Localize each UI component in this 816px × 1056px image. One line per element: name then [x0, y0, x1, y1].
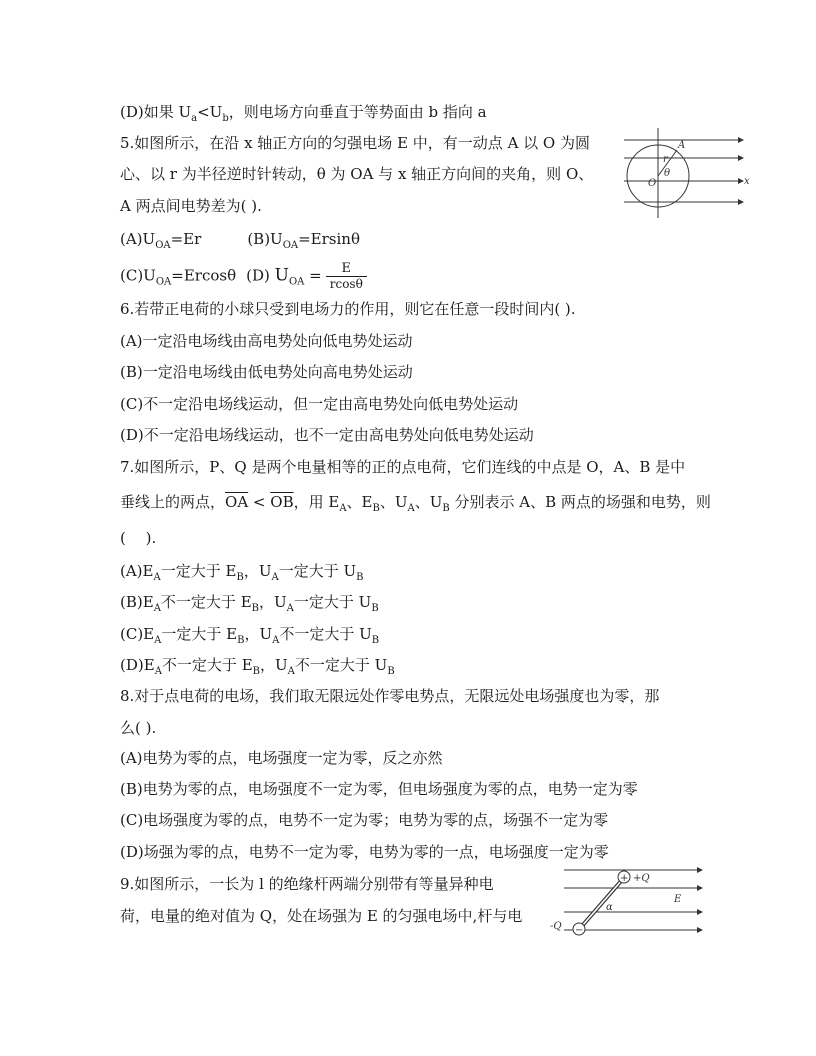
origin-label: O [648, 178, 657, 189]
q7-option-d: $(D)E_A$不一定大于 $E_B$，$U_A$不一定大于 $U_B$ [120, 656, 395, 677]
arrow-head [697, 927, 703, 933]
q4-option-d: (D)如果 $U_a<U_b$，则电场方向垂直于等势面由 b 指向 a [120, 103, 487, 124]
q5-stem-line1: 5.如图所示，在沿 x 轴正方向的匀强电场 E 中，有一动点 A 以 O 为圆 [120, 134, 590, 152]
q7-option-c: $(C)E_A$一定大于 $E_B$，$U_A$不一定大于 $U_B$ [120, 625, 380, 646]
q5-stem-line3: A 两点间电势差为( ). [120, 197, 262, 215]
arrow-head [697, 867, 703, 873]
plus-q-label: +Q [633, 873, 650, 884]
q9-stem-line2: 荷，电量的绝对值为 Q，处在场强为 E 的匀强电场中,杆与电 [120, 907, 523, 925]
point-a-label: A [678, 140, 686, 151]
q8-option-c: (C)电场强度为零的点，电势不一定为零；电势为零的点，场强不一定为零 [120, 811, 609, 829]
q6-stem: 6.若带正电荷的小球只受到电场力的作用，则它在任意一段时间内( ). [120, 300, 576, 318]
plus-sign: + [620, 873, 629, 884]
q5-options-ab: $(A)U_{OA}=Er$ $(B)U_{OA}=Ersin\theta$ [120, 230, 360, 251]
q7-stem-line1: 7.如图所示，P、Q 是两个电量相等的正的点电荷，它们连线的中点是 O，A、B 是中 [120, 458, 686, 476]
q6-option-a: (A)一定沿电场线由高电势处向低电势处运动 [120, 332, 413, 350]
q8-option-a: (A)电势为零的点，电场强度一定为零，反之亦然 [120, 749, 443, 767]
q6-option-b: (B)一定沿电场线由低电势处向高电势处运动 [120, 363, 413, 381]
radius-label: r [663, 154, 668, 165]
q9-stem-line1: 9.如图所示，一长为 l 的绝缘杆两端分别带有等量异种电 [120, 875, 494, 893]
circle-field-figure [616, 126, 752, 218]
q7-stem-line3: ( ). [120, 529, 157, 547]
alpha-label: α [606, 902, 613, 913]
field-e-label: E [674, 894, 682, 905]
arrow-head [738, 137, 744, 143]
arrow-head [697, 885, 703, 891]
q8-stem-line2: 么( ). [120, 719, 157, 737]
q8-option-d: (D)场强为零的点，电势不一定为零，电势为零的一点，电场强度一定为零 [120, 843, 609, 861]
q7-option-a: $(A)E_A$一定大于 $E_B$，$U_A$一定大于 $U_B$ [120, 562, 364, 583]
arrow-head [738, 199, 744, 205]
fraction-e-over-rcos: $\frac{E}{rcos\theta}$ [326, 262, 367, 291]
q8-stem-line1: 8.对于点电荷的电场，我们取无限远处作零电势点，无限远处电场强度也为零，那 [120, 687, 660, 705]
q7-option-b: $(B)E_A$不一定大于 $E_B$，$U_A$一定大于 $U_B$ [120, 593, 379, 614]
minus-sign: − [575, 925, 584, 936]
minus-q-label: -Q [550, 921, 562, 932]
q8-option-b: (B)电势为零的点，电场强度不一定为零，但电场强度为零的点，电势一定为零 [120, 780, 638, 798]
arrow-head [738, 155, 744, 161]
charged-rod-figure [548, 866, 704, 940]
q5-stem-line2: 心、以 r 为半径逆时针转动，θ 为 OA 与 x 轴正方向间的夹角，则 O、 [120, 165, 594, 183]
rod-inner [582, 880, 622, 926]
arrow-head [697, 909, 703, 915]
theta-label: θ [664, 168, 671, 179]
q6-option-c: (C)不一定沿电场线运动，但一定由高电势处向低电势处运动 [120, 395, 519, 413]
x-axis-label: x [744, 176, 750, 187]
q6-option-d: (D)不一定沿电场线运动，也不一定由高电势处向低电势处运动 [120, 426, 534, 444]
q5-options-cd: $(C)U_{OA}=Ercos\theta$ (D) $U_{OA}$ = $\frac{E}{rcos\theta}$ [120, 262, 367, 293]
q7-stem-line2: 垂线上的两点，$\overline{OA} < \overline{OB}$，用 $E_A$、$E_B$、$U_A$、$U_B$ 分别表示 A、B 两点的场强和电势，则 [120, 493, 711, 514]
